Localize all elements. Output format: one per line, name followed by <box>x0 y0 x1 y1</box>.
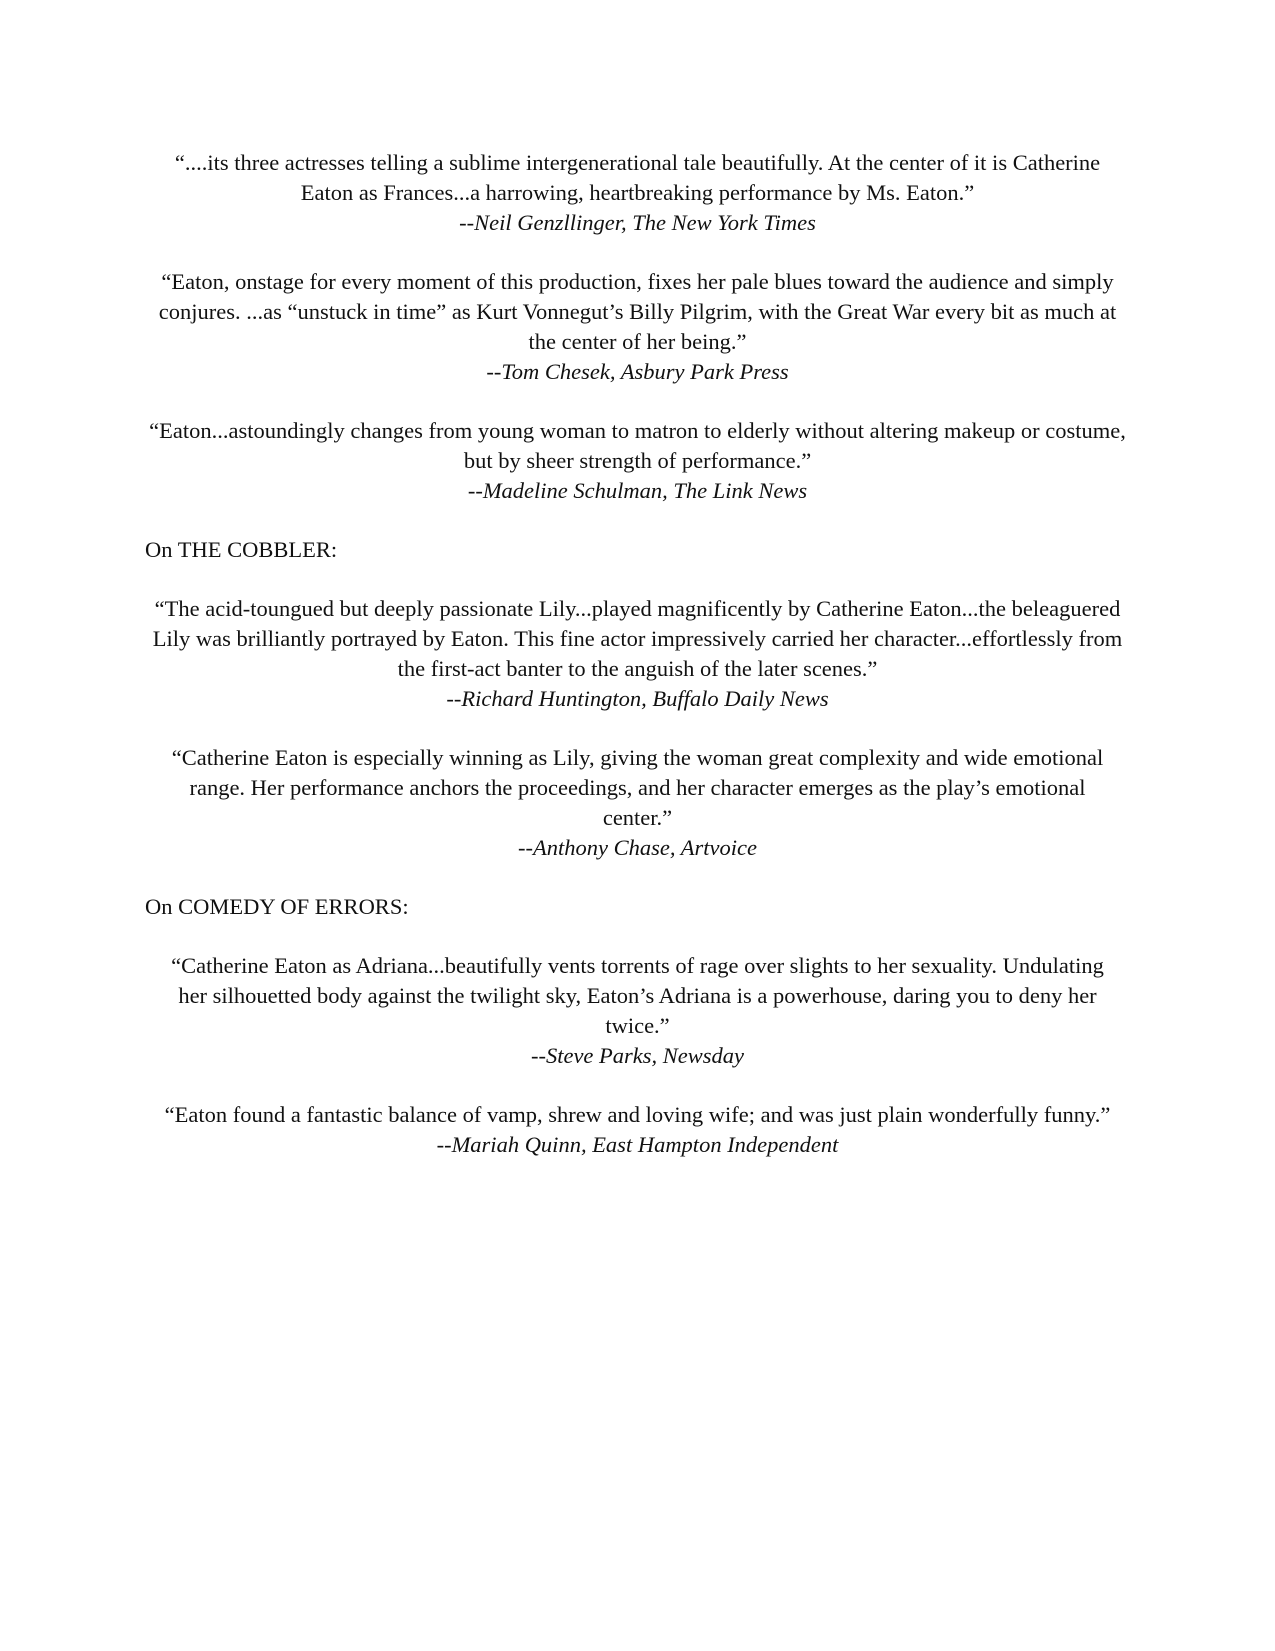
quote-credit: --Neil Genzllinger, The New York Times <box>459 210 816 235</box>
quote-text: “Eaton, onstage for every moment of this production, fixes her pale blues toward the audience and simply conjures. ...as “unstuck in time” as Kurt Vonnegut’s Billy Pilgrim, with the Great War every bit as much at the center of her being.” <box>158 269 1117 354</box>
review-quote <box>145 594 1130 714</box>
quote-text: “The acid-toungued but deeply passionate Lily...played magnificently by Catherine Eaton...the beleaguered Lily was brilliantly portrayed by Eaton. This fine actor impressively carried her character...effortlessly from the first-act banter to the anguish of the later scenes.” <box>152 596 1123 681</box>
quote-credit: --Richard Huntington, Buffalo Daily News <box>446 686 829 711</box>
press-quotes <box>145 148 1130 1189</box>
quote-text: “Catherine Eaton as Adriana...beautifully vents torrents of rage over slights to her sexuality. Undulating her silhouetted body against the twilight sky, Eaton’s Adriana is a powerhouse, daring you to deny her twice.” <box>171 953 1104 1038</box>
review-quote <box>145 951 1130 1071</box>
quote-credit: --Steve Parks, Newsday <box>530 1043 745 1068</box>
review-quote <box>145 1100 1130 1160</box>
section-heading-cobbler: On THE COBBLER: <box>145 537 338 562</box>
review-quote <box>145 743 1130 863</box>
section-heading-comedy: On COMEDY OF ERRORS: <box>145 894 409 919</box>
quote-credit: --Madeline Schulman, The Link News <box>467 478 808 503</box>
quote-text: “Eaton found a fantastic balance of vamp, shrew and loving wife; and was just plain wonderfully funny.” <box>164 1102 1111 1127</box>
quote-credit: --Anthony Chase, Artvoice <box>518 835 757 860</box>
review-quote <box>145 416 1130 506</box>
quote-text: “....its three actresses telling a sublime intergenerational tale beautifully. At the center of it is Catherine Eaton as Frances...a harrowing, heartbreaking performance by Ms. Eaton.” <box>174 150 1101 205</box>
quote-text: “Catherine Eaton is especially winning as Lily, giving the woman great complexity and wide emotional range. Her performance anchors the proceedings, and her character emerges as the play’s emotional center.” <box>171 745 1104 830</box>
review-quote <box>145 267 1130 387</box>
quote-text: “Eaton...astoundingly changes from young woman to matron to elderly without altering makeup or costume, but by sheer strength of performance.” <box>149 418 1126 473</box>
quote-credit: --Mariah Quinn, East Hampton Independent <box>436 1132 839 1157</box>
quote-credit: --Tom Chesek, Asbury Park Press <box>486 359 789 384</box>
review-quote <box>145 148 1130 238</box>
